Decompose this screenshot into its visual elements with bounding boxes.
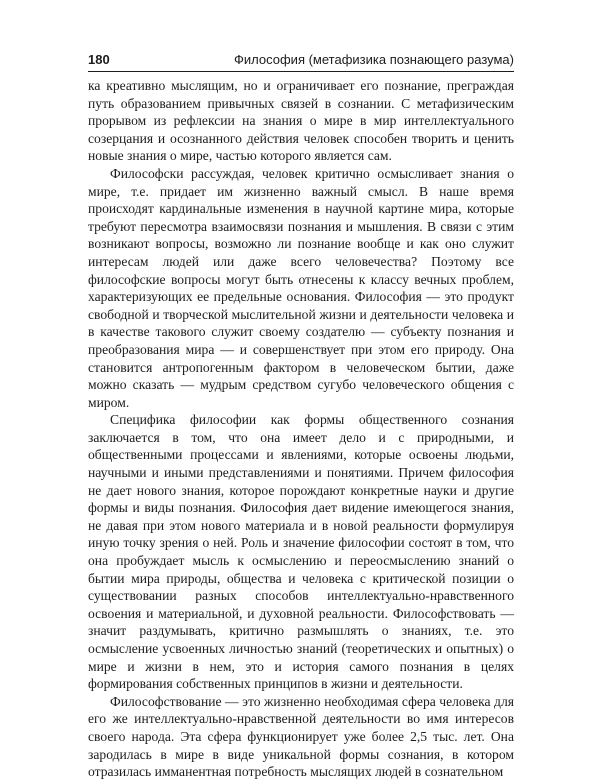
page-number: 180 xyxy=(88,52,110,67)
running-title: Философия (метафизика познающего разума) xyxy=(234,52,514,67)
paragraph-continuation: ка креативно мыслящим, но и ограничивает его познание, преграждая путь образованием привычных связей в сознании. С метафизическим прорывом из рефлексии на знания о мире в мир интеллектуального созерцания и осознанного действия человек способен творить и ценить новые знания о мире, частью которого является сам. xyxy=(88,78,514,164)
running-header xyxy=(88,52,514,72)
paragraph: Специфика философии как формы общественного сознания заключается в том, что она имеет дело и с природными, и общественными процессами и явлениями, которые освоены людьми, научными и иными представлениями и понятиями. Причем философия не дает нового знания, которое порождают конкретные науки и другие формы и виды познания. Философия дает видение имеющегося знания, не давая при этом нового материала и в новой реальности формулируя иную точку зрения о ней. Роль и значение философии состоят в том, что она пробуждает мысль к осмыслению и переосмыслению знаний о бытии мира природы, общества и человека с критической позиции о существовании разных способов интеллектуально-нравственного освоения и материальной, и духовной реальности. Философствовать — значит раздумывать, критично размышлять о знаниях, т.е. это осмысление усвоенных личностью знаний (теоретических и опытных) о мире и жизни в нем, это и история самого познания в целях формирования собственных принципов в жизни и деятельности. xyxy=(88,412,514,692)
book-page xyxy=(88,52,514,781)
paragraph: Философски рассуждая, человек критично осмысливает знания о мире, т.е. придает им жизненно важный смысл. В наше время происходят кардинальные изменения в научной картине мира, которые требуют пересмотра взаимосвязи познания и мышления. В связи с этим возникают вопросы, возможно ли познание вообще и как оно служит интересам людей или даже всего человечества? Поэтому все философские вопросы могут быть отнесены к классу вечных проблем, характеризующих ее предельные основания. Философия — это продукт свободной и творческой мыслительной жизни и деятельности человека и в качестве такового служит своему создателю — субъекту познания и преобразования мира — и совершенствует при этом его природу. Она становится антропогенным фактором в человеческом бытии, даже можно сказать — мудрым средством сугубо человеческого общения с миром. xyxy=(88,165,514,410)
paragraph: Философствование — это жизненно необходимая сфера человека для его же интеллектуально-нравственной деятельности во имя интересов своего народа. Эта сфера функционирует уже более 2,5 тыс. лет. Она зародилась в мире в виде уникальной формы сознания, в котором отразилась имманентная потребность мыслящих людей в сознательном xyxy=(88,693,514,780)
body-text xyxy=(88,77,514,781)
